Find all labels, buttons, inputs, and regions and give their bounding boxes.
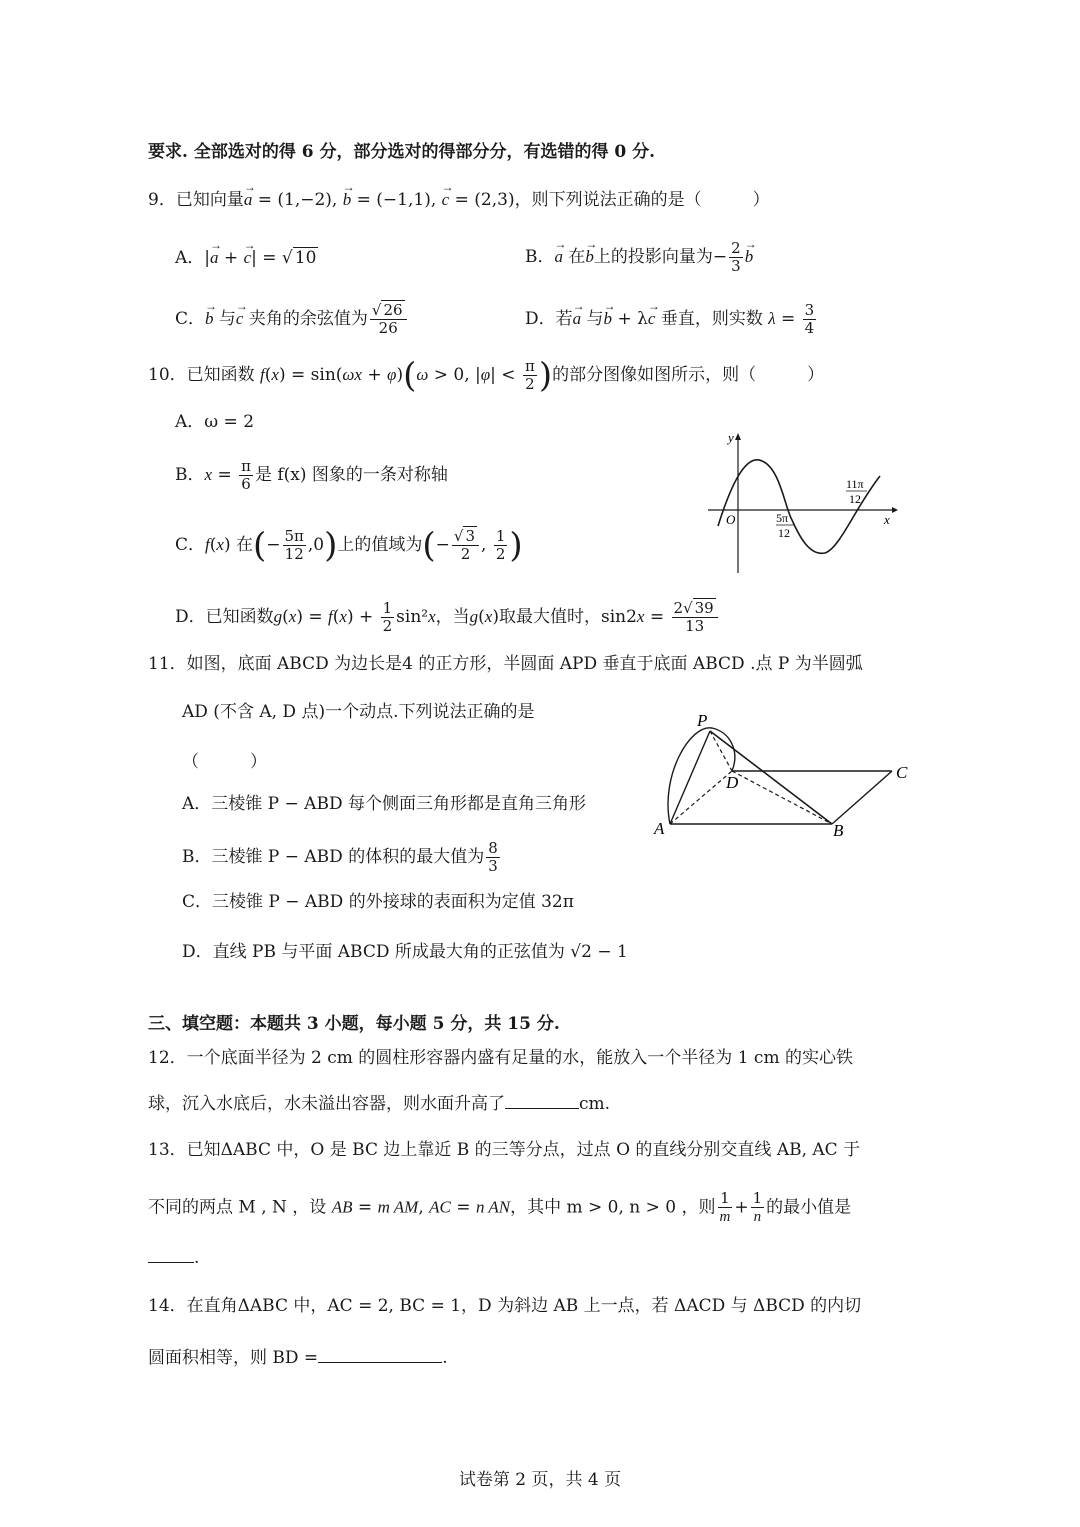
option-text: 在: [568, 247, 586, 267]
q13-text: 不同的两点 M , N ，设: [148, 1197, 327, 1218]
q9-a-value: = (1,−2),: [257, 190, 338, 210]
option-label: A．: [175, 248, 205, 268]
q9-c-value: = (2,3): [454, 190, 515, 210]
option-text: ，当: [435, 607, 470, 627]
sqrt-10: 10: [294, 248, 317, 268]
answer-blank[interactable]: [318, 1344, 442, 1363]
option-text: 在: [235, 535, 253, 555]
q13-text: ，其中 m > 0, n > 0 ，则: [510, 1197, 716, 1218]
origin-label: O: [726, 512, 736, 527]
q12-line2: [148, 1090, 610, 1116]
q13-line3: [148, 1244, 199, 1270]
label-D: D: [726, 773, 739, 792]
sqrt-26: 26: [383, 301, 403, 319]
x-axis-arrow: [892, 507, 898, 513]
vector-a: → a: [244, 188, 253, 212]
option-text: 上的值域为: [337, 535, 423, 555]
sine-graph: [700, 428, 905, 578]
label-C: C: [896, 763, 908, 782]
answer-blank[interactable]: [148, 1244, 194, 1263]
q9-stem-prefix: 9．已知向量: [148, 190, 244, 210]
q10-stem: 10．已知函数 f(x) = sin(ωx + φ)(ω > 0, |φ| < $\frac{\pi}{2}$ )的部分图像如图所示，则（ ）: [148, 355, 825, 396]
option-text: 取最大值时，: [498, 607, 601, 627]
page-footer: 试卷第 2 页，共 4 页: [458, 1470, 622, 1490]
x-axis-label: x: [884, 512, 890, 527]
q9-stem: [148, 188, 770, 212]
sine-curve: [718, 460, 880, 553]
tick-11pi: 11π: [846, 477, 864, 491]
q13-line1: 13．已知ΔABC 中，O 是 BC 边上靠近 B 的三等分点，过点 O 的直线分别交直线 AB, AC 于: [148, 1140, 861, 1160]
option-label: D．已知函数: [175, 607, 274, 627]
q9-option-c: C．→ b 与→ c 夹角的余弦值为 $\frac{√ 26}{26}$: [175, 302, 409, 337]
y-axis-label: y: [728, 430, 734, 445]
q13-text: .: [194, 1248, 200, 1268]
label-B: B: [833, 821, 844, 840]
q14-text: 圆面积相等，则 BD =: [148, 1348, 319, 1368]
q9-b-value: = (−1,1),: [356, 190, 437, 210]
option-label: B．: [525, 247, 555, 267]
q10-option-a: A．ω = 2: [175, 412, 255, 432]
q11-stem-line2: AD (不含 A, D 点)一个动点.下列说法正确的是: [182, 702, 535, 722]
frac-num: 8: [488, 839, 498, 857]
option-text: B．三棱锥 P − ABD 的体积的最大值为: [182, 847, 485, 867]
option-text: 与: [586, 309, 604, 329]
tick-5pi-den: 12: [778, 526, 790, 540]
q14-text: .: [442, 1348, 448, 1368]
vector-b: → b: [343, 188, 352, 212]
q9-stem-suffix: ，则下列说法正确的是（ ）: [514, 190, 770, 210]
y-axis-arrow: [735, 433, 741, 440]
option-label: C．: [175, 309, 206, 329]
q9-option-a: A．|→ a + → c| = √ 10: [175, 246, 318, 270]
q9-option-d: D．若→ a 与→ b + λ→ c 垂直，则实数 λ = $\frac{3}{4}$: [525, 302, 818, 337]
q11-option-c: C．三棱锥 P − ABD 的外接球的表面积为定值 32π: [182, 892, 574, 912]
q10-option-d: D．已知函数g(x) = f(x) + $\frac{1}{2}$ sin²x，当g(x)取最大值时，sin2x = $\frac{2√ 39}{13}$: [175, 600, 720, 635]
q11-option-a: A．三棱锥 P − ABD 每个侧面三角形都是直角三角形: [182, 794, 586, 814]
frac-den: 26: [378, 319, 398, 337]
q12-text: 球，沉入水底后，水未溢出容器，则水面升高了: [148, 1094, 505, 1114]
pyramid-figure: [650, 706, 920, 841]
q12-unit: cm.: [579, 1094, 611, 1114]
frac-num: 3: [804, 301, 815, 319]
option-label: D．若: [525, 309, 573, 329]
q12-line1: 12．一个底面半径为 2 cm 的圆柱形容器内盛有足量的水，能放入一个半径为 1 cm 的实心铁: [148, 1048, 853, 1068]
option-text: 与: [218, 309, 236, 329]
scoring-note: 要求. 全部选对的得 6 分，部分选对的得部分分，有选错的得 0 分.: [148, 142, 656, 162]
q10-option-b: B．x = $\frac{\pi}{6}$ 是 f(x) 图象的一条对称轴: [175, 457, 448, 493]
answer-blank[interactable]: [505, 1090, 579, 1109]
q10-stem-suffix: 的部分图像如图所示，则（ ）: [552, 365, 825, 385]
q13-text: 的最小值是: [766, 1197, 852, 1218]
frac-den: 3: [488, 857, 498, 875]
frac-den: 4: [804, 319, 815, 337]
q11-answer-paren: （ ）: [182, 752, 267, 772]
q11-stem-line1: 11．如图，底面 ABCD 为边长是4 的正方形，半圆面 APD 垂直于底面 ABCD .点 P 为半圆弧: [148, 654, 863, 674]
vector-c: → c: [442, 188, 450, 212]
section-heading: 三、填空题：本题共 3 小题，每小题 5 分，共 15 分.: [148, 1014, 560, 1034]
q14-line1: 14．在直角ΔABC 中，AC = 2, BC = 1，D 为斜边 AB 上一点，若 ΔACD 与 ΔBCD 的内切: [148, 1296, 862, 1316]
tick-5pi: 5π: [776, 511, 789, 525]
frac-num: 2: [731, 239, 741, 257]
q10-stem-prefix: 10．已知函数: [148, 365, 255, 385]
label-A: A: [654, 819, 665, 838]
frac-den: 3: [731, 257, 741, 275]
option-text: 是 f(x) 图象的一条对称轴: [254, 465, 448, 485]
q13-line2: 不同的两点 M , N ，设 AB = m AM, AC = n AN，其中 m > 0, n > 0 ，则 $\frac{1}{m}$ + $\frac{1}{n}$ 的最小值是: [148, 1189, 852, 1225]
q11-option-b: [182, 840, 502, 875]
q11-option-d: D．直线 PB 与平面 ABCD 所成最大角的正弦值为 √2 − 1: [182, 942, 628, 962]
option-text: 垂直，则实数: [660, 309, 763, 329]
tick-11pi-den: 12: [849, 492, 861, 506]
q10-option-c: C．f(x) 在(− $\frac{5\pi}{12}$ ,0)上的值域为(− $\frac{√ 3}{2}$ , $\frac{1}{2}$ ): [175, 525, 523, 566]
option-text: 夹角的余弦值为: [248, 309, 368, 329]
q14-line2: [148, 1344, 448, 1370]
option-label: C．: [175, 535, 206, 555]
option-text: 上的投影向量为−: [593, 247, 728, 267]
q9-option-b: B．→ a 在→ b上的投影向量为− $\frac{2}{3}$ → b: [525, 240, 753, 275]
label-P: P: [697, 711, 708, 730]
option-label: B．: [175, 465, 205, 485]
